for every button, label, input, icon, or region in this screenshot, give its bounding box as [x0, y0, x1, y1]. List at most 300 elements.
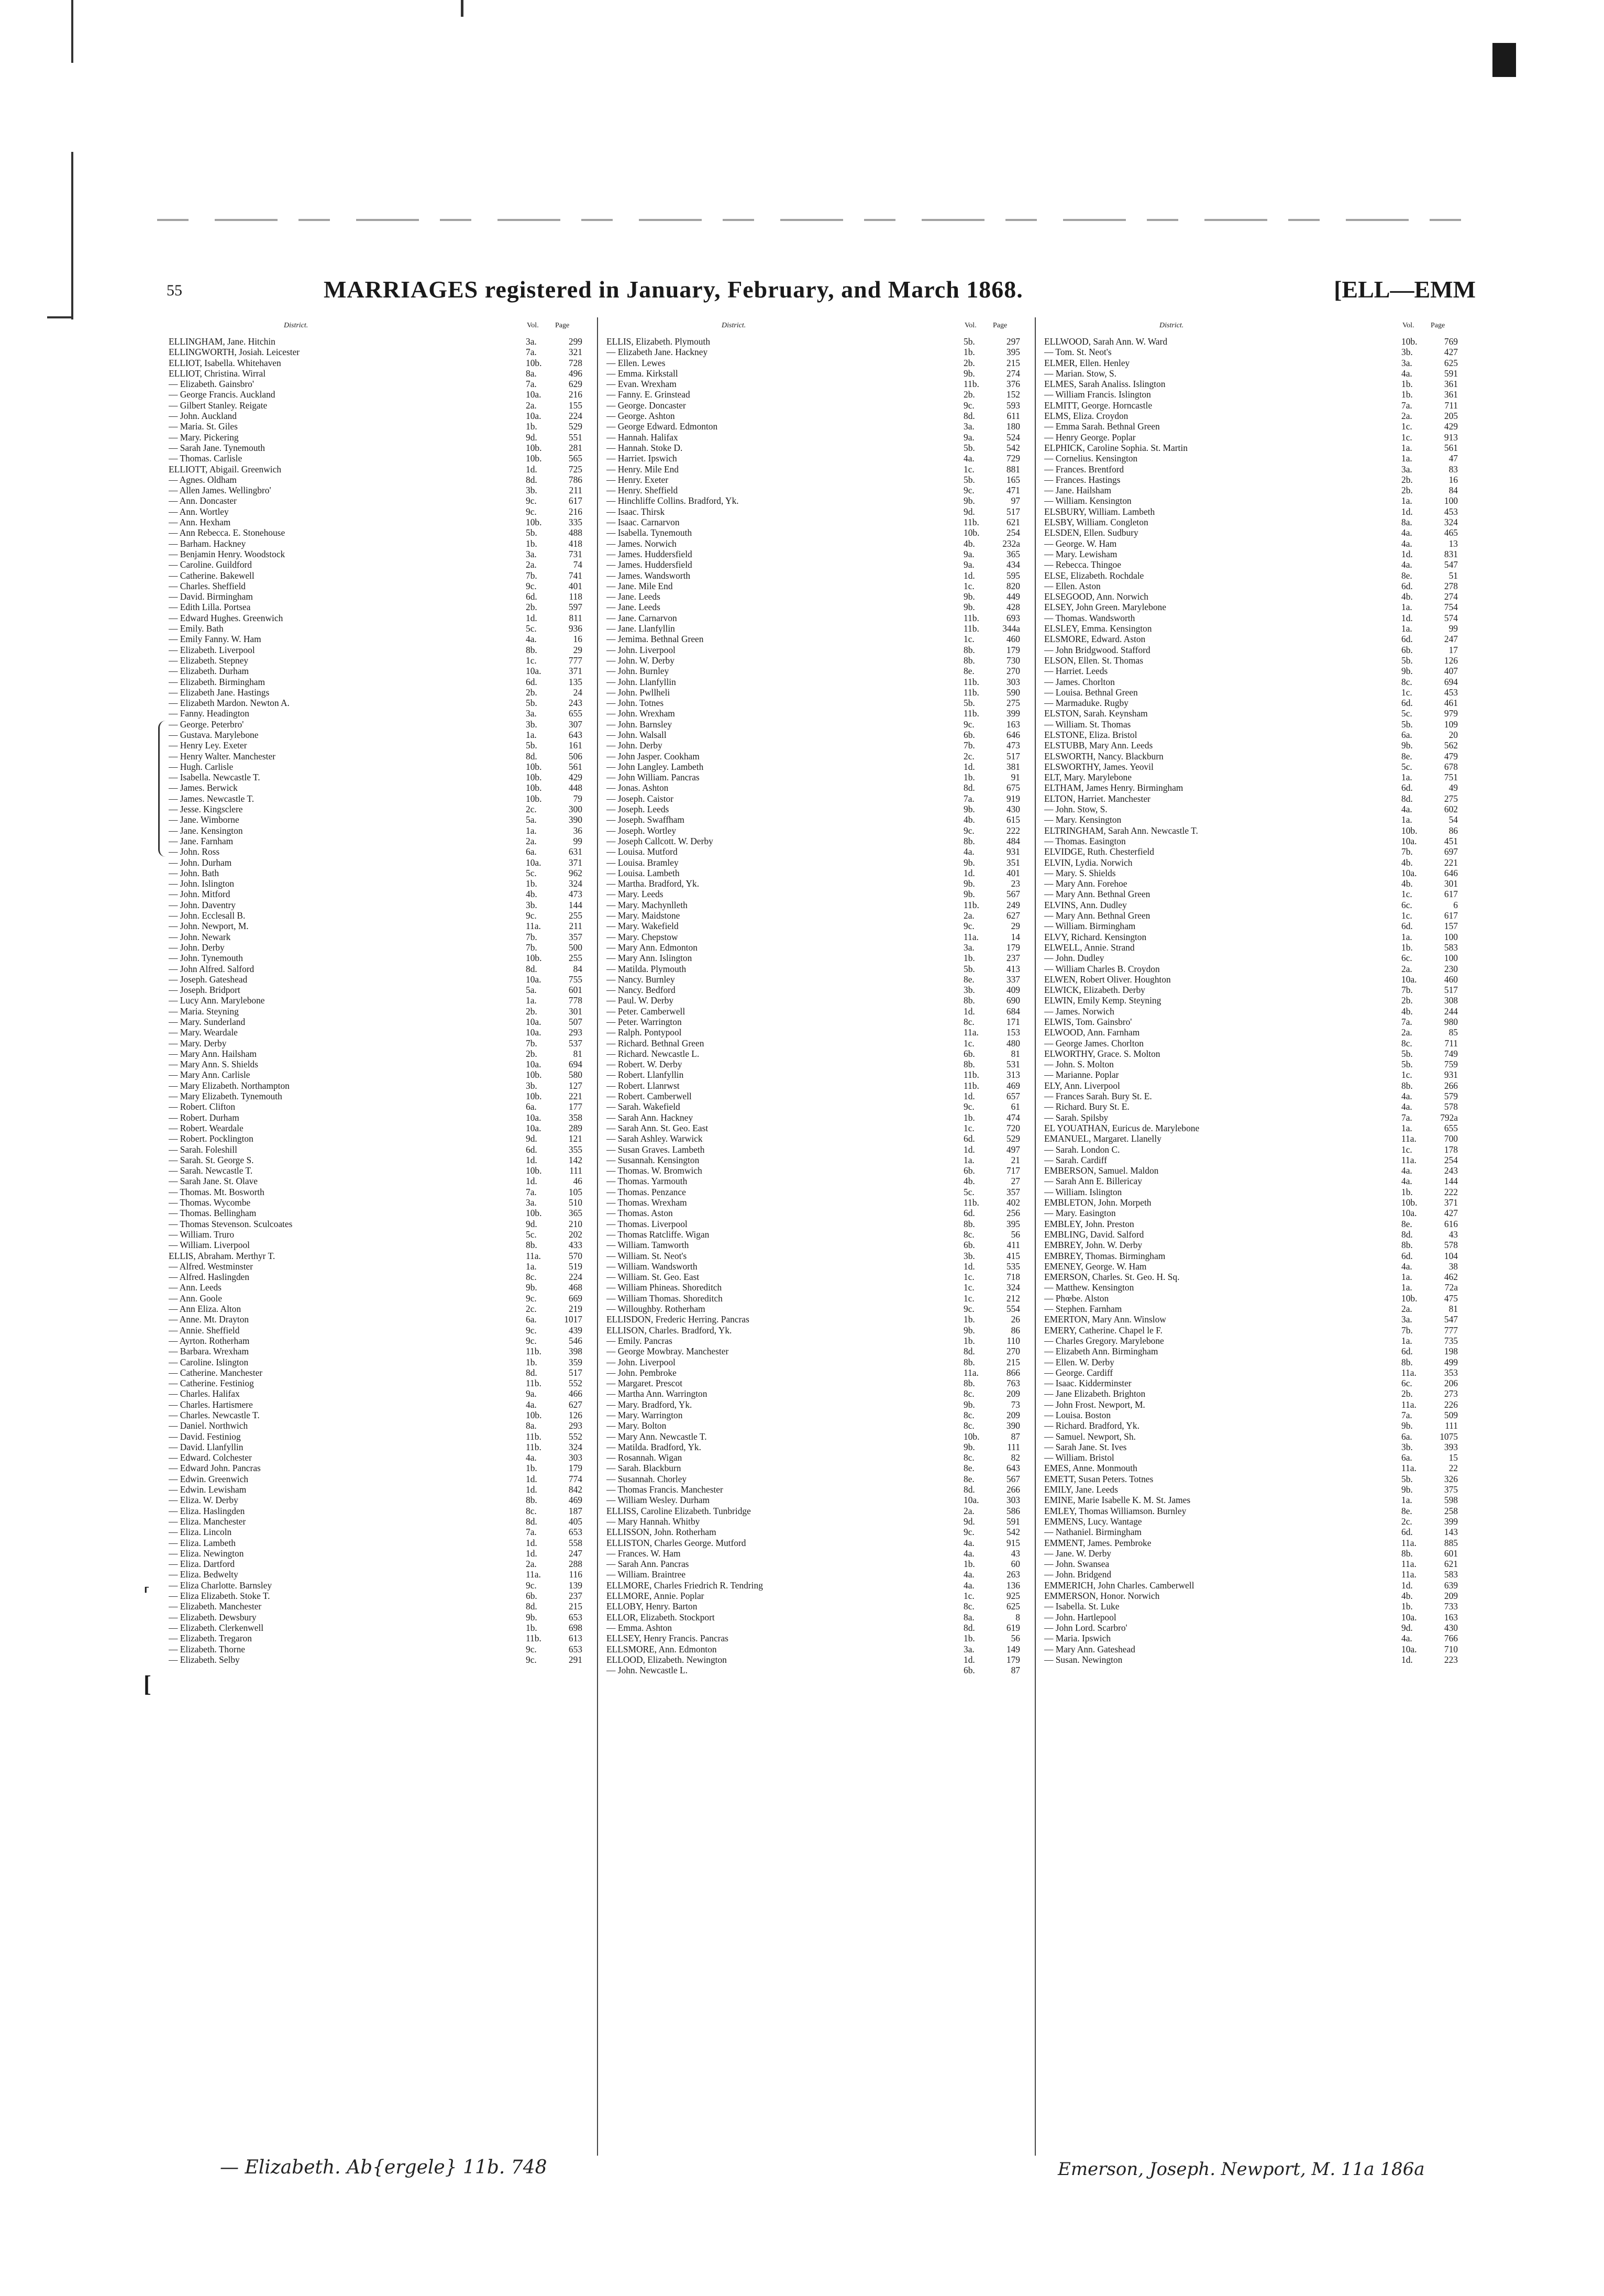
entry-name-district: — Thomas. Penzance [606, 1186, 686, 1197]
index-entry [606, 1644, 1020, 1654]
entry-page: 480 [1006, 1037, 1020, 1048]
entry-page: 567 [1006, 1473, 1020, 1484]
entry-name-district: — Sarah Ann. Hackney [606, 1112, 693, 1123]
index-entry [1044, 1506, 1458, 1516]
entry-name-district: — Jane. Wimborne [169, 814, 239, 825]
index-entry [1044, 1580, 1458, 1591]
entry-volume: 5b. [526, 698, 537, 709]
index-entry [169, 613, 582, 623]
entry-page: 469 [568, 1495, 582, 1506]
index-entry [1044, 900, 1458, 910]
entry-volume: 10b. [1401, 825, 1418, 836]
entry-volume: 9c. [964, 1101, 975, 1112]
entry-name-district: — Allen James. Wellingbro' [169, 485, 271, 496]
index-entry [1044, 1048, 1458, 1059]
entry-page: 270 [1006, 666, 1020, 677]
index-entry [606, 389, 1020, 400]
index-entry [606, 1633, 1020, 1643]
entry-name-district: EMERSON, Charles. St. Geo. H. Sq. [1044, 1272, 1180, 1283]
entry-page: 303 [1006, 676, 1020, 687]
entry-page: 16 [573, 634, 582, 645]
index-entry [606, 1144, 1020, 1155]
entry-volume: 1c. [964, 1293, 975, 1304]
entry-name-district: — James. Chorlton [1044, 676, 1115, 687]
entry-volume: 1d. [526, 1473, 537, 1484]
entry-volume: 3a. [964, 421, 975, 432]
entry-page: 43 [1448, 1229, 1458, 1240]
margin-rule [47, 316, 72, 318]
entry-name-district: — Louisa. Bethnal Green [1044, 687, 1138, 698]
entry-volume: 9b. [964, 889, 975, 900]
entry-name-district: — John. Ecclesall B. [169, 910, 246, 921]
entry-page: 149 [1006, 1643, 1020, 1654]
handwritten-bracket [158, 721, 171, 857]
index-entry [1044, 559, 1458, 570]
entry-volume: 11a. [526, 1250, 541, 1261]
entry-page: 578 [1444, 1101, 1458, 1112]
entry-name-district: — Mary. Kensington [1044, 814, 1122, 825]
entry-page: 299 [568, 336, 582, 347]
entry-page: 598 [1444, 1495, 1458, 1506]
entry-page: 351 [1006, 857, 1020, 868]
index-entry [169, 793, 582, 804]
index-entry [169, 645, 582, 655]
entry-name-district: — Charles. Sheffield [169, 580, 246, 591]
entry-page: 110 [1006, 1335, 1020, 1346]
index-entry [1044, 581, 1458, 591]
entry-name-district: — John. Walsall [606, 729, 667, 740]
entry-volume: 11b. [964, 517, 979, 528]
entry-page: 509 [1444, 1409, 1458, 1420]
entry-volume: 1a. [1401, 814, 1412, 825]
index-entry [606, 1399, 1020, 1410]
entry-name-district: ELWIN, Emily Kemp. Steyning [1044, 995, 1161, 1006]
entry-name-district: — William. Islington [1044, 1186, 1122, 1197]
entry-volume: 9c. [964, 921, 975, 932]
index-entry [169, 900, 582, 910]
entry-volume: 5b. [1401, 655, 1413, 666]
entry-volume: 7b. [1401, 846, 1413, 857]
entry-volume: 2b. [1401, 485, 1413, 496]
entry-page: 359 [568, 1356, 582, 1367]
entry-volume: 1d. [964, 1144, 975, 1155]
entry-volume: 6d. [1401, 1527, 1413, 1538]
entry-name-district: — John. Mitford [169, 889, 230, 900]
entry-name-district: — Mary. Bradford, Yk. [606, 1399, 692, 1410]
entry-volume: 9b. [964, 804, 975, 815]
entry-page: 601 [568, 985, 582, 996]
entry-volume: 3b. [1401, 1441, 1413, 1452]
entry-page: 655 [568, 708, 582, 719]
entry-name-district: — John Lord. Scarbro' [1044, 1622, 1127, 1633]
entry-volume: 1d. [964, 761, 975, 772]
entry-page: 453 [1444, 506, 1458, 517]
entry-page: 179 [1006, 1654, 1020, 1665]
entry-page: 307 [568, 719, 582, 730]
entry-name-district: — George. Cardiff [1044, 1367, 1113, 1378]
entry-volume: 9d. [964, 1516, 975, 1527]
entry-volume: 9c. [964, 400, 975, 411]
entry-page: 263 [1006, 1569, 1020, 1580]
entry-page: 222 [1444, 1186, 1458, 1197]
entry-name-district: — Eliza. Haslingden [169, 1505, 245, 1516]
index-entry [1044, 591, 1458, 602]
index-entry [169, 1591, 582, 1601]
entry-name-district: — Ann. Leeds [169, 1282, 222, 1293]
entry-volume: 8c. [964, 1601, 975, 1612]
index-entry [606, 1101, 1020, 1112]
entry-page: 777 [568, 655, 582, 666]
entry-volume: 3b. [526, 899, 537, 910]
index-entry [169, 932, 582, 942]
entry-name-district: EMINE, Marie Isabelle K. M. St. James [1044, 1495, 1191, 1506]
entry-volume: 9c. [526, 1324, 537, 1335]
index-entry [1044, 1101, 1458, 1112]
entry-name-district: — Eliza Charlotte. Barnsley [169, 1580, 272, 1591]
entry-name-district: — Mary. Easington [1044, 1208, 1116, 1219]
entry-name-district: — Richard. Bradford, Yk. [1044, 1420, 1140, 1431]
entry-page: 371 [568, 857, 582, 868]
entry-volume: 7a. [1401, 1112, 1412, 1123]
entry-name-district: ELLOR, Elizabeth. Stockport [606, 1611, 715, 1622]
entry-page: 700 [1444, 1133, 1458, 1144]
entry-page: 161 [568, 740, 582, 751]
index-entry [169, 782, 582, 793]
entry-name-district: EMETT, Susan Peters. Totnes [1044, 1473, 1154, 1484]
entry-page: 357 [568, 931, 582, 942]
entry-name-district: EL YOUATHAN, Euricus de. Marylebone [1044, 1122, 1200, 1133]
entry-page: 171 [1006, 1017, 1020, 1027]
index-entry [169, 1378, 582, 1388]
entry-name-district: — John. Liverpool [606, 644, 676, 655]
index-entry [606, 953, 1020, 963]
entry-name-district: — Marianne. Poplar [1044, 1069, 1119, 1080]
entry-page: 524 [1006, 432, 1020, 443]
entry-name-district: ELSTON, Sarah. Keynsham [1044, 708, 1148, 719]
index-entry [1044, 1314, 1458, 1324]
entry-page: 413 [1006, 963, 1020, 974]
entry-page: 1075 [1440, 1431, 1458, 1442]
entry-page: 468 [568, 1282, 582, 1293]
index-entry [1044, 1484, 1458, 1495]
entry-page: 60 [1011, 1559, 1020, 1570]
entry-page: 433 [568, 1240, 582, 1251]
handwritten-note-left: — Elizabeth. Ab{ergele} 11b. 748 [220, 2157, 547, 2178]
entry-page: 461 [1444, 698, 1458, 709]
entry-name-district: ELLWOOD, Sarah Ann. W. Ward [1044, 336, 1168, 347]
entry-page: 542 [1006, 442, 1020, 453]
index-entry [1044, 1463, 1458, 1473]
entry-page: 479 [1444, 750, 1458, 761]
entry-page: 725 [568, 463, 582, 474]
entry-name-district: — William. Birmingham [1044, 921, 1136, 932]
index-entry [169, 655, 582, 666]
entry-name-district: — Nathaniel. Birmingham [1044, 1527, 1142, 1538]
entry-name-district: — Eliza. Dartford [169, 1559, 235, 1570]
entry-page: 17 [1448, 644, 1458, 655]
entry-page: 402 [1006, 1197, 1020, 1208]
entry-name-district: — Ann. Doncaster [169, 495, 237, 506]
entry-page: 460 [1006, 634, 1020, 645]
entry-page: 979 [1444, 708, 1458, 719]
entry-page: 344a [1002, 623, 1020, 634]
entry-volume: 6b. [964, 1240, 975, 1251]
entry-page: 324 [1444, 517, 1458, 528]
entry-name-district: — Sarah. St. George S. [169, 1154, 254, 1165]
entry-name-district: — Susan Graves. Lambeth [606, 1144, 705, 1155]
entry-page: 488 [568, 527, 582, 538]
entry-name-district: ELLIOT, Isabella. Whitehaven [169, 357, 281, 368]
entry-volume: 1c. [1401, 1069, 1412, 1080]
entry-name-district: — Henry. Sheffield [606, 485, 678, 496]
index-entry [606, 400, 1020, 411]
entry-name-district: — Frances. Hastings [1044, 474, 1121, 485]
index-entry [606, 602, 1020, 612]
entry-volume: 8c. [1401, 1037, 1412, 1048]
entry-name-district: — Joseph. Leeds [606, 804, 669, 815]
entry-volume: 9b. [1401, 666, 1413, 677]
index-entry [1044, 1208, 1458, 1218]
entry-page: 288 [568, 1559, 582, 1570]
entry-page: 144 [1444, 1176, 1458, 1187]
entry-volume: 2b. [964, 357, 975, 368]
entry-page: 621 [1006, 517, 1020, 528]
index-entry [1044, 740, 1458, 750]
index-entry [1044, 421, 1458, 432]
index-entry [169, 411, 582, 421]
entry-page: 561 [568, 761, 582, 772]
entry-name-district: ELLISTON, Charles George. Mutford [606, 1537, 746, 1548]
entry-volume: 9b. [964, 495, 975, 506]
entry-page: 321 [568, 347, 582, 358]
index-entry [606, 1516, 1020, 1527]
index-entry [169, 1165, 582, 1176]
entry-name-district: — Elizabeth. Selby [169, 1654, 240, 1665]
entry-page: 152 [1006, 389, 1020, 400]
entry-volume: 9b. [964, 602, 975, 613]
entry-name-district: ELSWORTHY, James. Yeovil [1044, 761, 1154, 772]
entry-page: 811 [569, 612, 582, 623]
entry-name-district: — William Thomas. Shoreditch [606, 1293, 723, 1304]
entry-page: 255 [568, 953, 582, 964]
index-entry [1044, 1027, 1458, 1037]
entry-name-district: — Isabella. Newcastle T. [169, 772, 260, 783]
entry-page: 430 [1006, 804, 1020, 815]
entry-name-district: ELLIOT, Christina. Wirral [169, 368, 266, 379]
index-entry [606, 740, 1020, 750]
entry-volume: 1b. [964, 1335, 975, 1346]
entry-page: 510 [568, 1197, 582, 1208]
entry-volume: 2a. [964, 910, 975, 921]
entry-page: 613 [568, 1633, 582, 1644]
entry-volume: 11a. [1401, 1569, 1417, 1580]
index-entry [606, 464, 1020, 474]
entry-name-district: — Emily. Pancras [606, 1335, 672, 1346]
entry-page: 256 [1006, 1208, 1020, 1219]
entry-volume: 1c. [964, 580, 975, 591]
entry-volume: 9a. [964, 432, 975, 443]
index-entry [606, 782, 1020, 793]
index-entry [1044, 782, 1458, 793]
entry-volume: 9c. [526, 1643, 537, 1654]
entry-page: 81 [573, 1048, 582, 1059]
index-entry [606, 1293, 1020, 1304]
index-entry [169, 719, 582, 730]
entry-page: 81 [1011, 1048, 1020, 1059]
entry-page: 655 [1444, 1122, 1458, 1133]
entry-page: 731 [568, 548, 582, 559]
index-entry [606, 666, 1020, 676]
entry-volume: 10a. [526, 411, 541, 422]
entry-name-district: — Matilda. Bradford, Yk. [606, 1441, 701, 1452]
index-entry [1044, 1388, 1458, 1399]
entry-name-district: — Frances. Brentford [1044, 463, 1124, 474]
entry-volume: 10a. [1401, 974, 1417, 985]
entry-page: 179 [1006, 942, 1020, 953]
entry-volume: 6c. [1401, 899, 1412, 910]
entry-page: 398 [568, 1346, 582, 1357]
index-entry [169, 1410, 582, 1420]
index-entry [1044, 1112, 1458, 1123]
index-entry [606, 761, 1020, 772]
entry-page: 210 [568, 1218, 582, 1229]
index-entry [606, 1442, 1020, 1452]
entry-volume: 1d. [526, 1484, 537, 1495]
index-entry [606, 974, 1020, 985]
index-entry [169, 1346, 582, 1356]
index-entry [169, 1399, 582, 1410]
entry-name-district: — Jane. W. Derby [1044, 1548, 1111, 1559]
entry-name-district: — Barham. Hackney [169, 538, 246, 549]
entry-volume: 10b. [526, 1069, 542, 1080]
entry-volume: 8d. [526, 750, 537, 761]
index-entry [1044, 825, 1458, 836]
entry-name-district: — Elizabeth Ann. Birmingham [1044, 1346, 1158, 1357]
entry-volume: 2a. [526, 1559, 537, 1570]
index-entry [169, 1601, 582, 1611]
entry-page: 418 [568, 538, 582, 549]
entry-page: 591 [1444, 368, 1458, 379]
entry-name-district: ELMITT, George. Horncastle [1044, 400, 1153, 411]
entry-name-district: EMILY, Jane. Leeds [1044, 1484, 1118, 1495]
entry-page: 611 [1006, 411, 1020, 422]
entry-volume: 2b. [526, 602, 537, 613]
entry-volume: 1b. [526, 878, 537, 889]
entry-name-district: — Charles. Newcastle T. [169, 1409, 260, 1420]
index-entry [606, 411, 1020, 421]
entry-page: 353 [1444, 1367, 1458, 1378]
entry-name-district: — Joseph. Bridport [169, 985, 240, 996]
index-entry [606, 570, 1020, 581]
entry-volume: 4a. [1401, 1633, 1412, 1644]
entry-page: 583 [1444, 942, 1458, 953]
entry-name-district: — Emma. Kirkstall [606, 368, 678, 379]
entry-page: 99 [1448, 623, 1458, 634]
entry-name-district: — Hannah. Halifax [606, 432, 678, 443]
entry-volume: 9c. [526, 910, 537, 921]
entry-name-district: — George. W. Ham [1044, 538, 1117, 549]
index-entry [1044, 761, 1458, 772]
entry-page: 100 [1444, 931, 1458, 942]
entry-page: 221 [1444, 857, 1458, 868]
entry-name-district: — Sarah Ashley. Warwick [606, 1133, 703, 1144]
entry-page: 453 [1444, 687, 1458, 698]
entry-volume: 2a. [1401, 1304, 1412, 1315]
index-entry [169, 1548, 582, 1559]
index-entry [606, 1474, 1020, 1484]
entry-volume: 8a. [526, 1420, 537, 1431]
entry-name-district: ELTRINGHAM, Sarah Ann. Newcastle T. [1044, 825, 1198, 836]
entry-page: 23 [1011, 878, 1020, 889]
entry-volume: 8c. [964, 1452, 975, 1463]
entry-page: 962 [568, 867, 582, 878]
entry-page: 237 [1006, 953, 1020, 964]
entry-page: 376 [1006, 379, 1020, 390]
index-entry [606, 1038, 1020, 1048]
entry-volume: 4b. [1401, 591, 1413, 602]
entry-volume: 8e. [964, 666, 975, 677]
index-entry [1044, 804, 1458, 814]
index-entry [169, 1006, 582, 1017]
entry-page: 21 [1011, 1154, 1020, 1165]
entry-name-district: ELSTUBB, Mary Ann. Leeds [1044, 740, 1153, 751]
entry-name-district: — Elizabeth. Thorne [169, 1643, 246, 1654]
column-header [1044, 318, 1458, 336]
entry-volume: 8d. [526, 1367, 537, 1378]
index-entry [606, 655, 1020, 666]
entry-name-district: — John. Pwllheli [606, 687, 670, 698]
index-entry [169, 985, 582, 995]
entry-page: 300 [568, 804, 582, 815]
entry-volume: 2b. [526, 1048, 537, 1059]
entry-volume: 10a. [964, 1495, 979, 1506]
entry-page: 766 [1444, 1633, 1458, 1644]
entry-page: 8 [1015, 1611, 1020, 1622]
index-entry [606, 538, 1020, 549]
entry-volume: 8c. [964, 1388, 975, 1399]
entry-page: 365 [1006, 548, 1020, 559]
entry-name-district: — Frances Sarah. Bury St. E. [1044, 1091, 1152, 1102]
index-entry [1044, 1527, 1458, 1537]
entry-name-district: — Isaac. Thirsk [606, 506, 665, 517]
entry-page: 690 [1006, 995, 1020, 1006]
entry-volume: 3a. [964, 1643, 975, 1654]
index-entry [169, 527, 582, 538]
entry-page: 931 [1444, 1069, 1458, 1080]
entry-name-district: — Henry. Exeter [606, 474, 669, 485]
index-entry [606, 613, 1020, 623]
index-column-3 [1044, 318, 1458, 2157]
entry-page: 451 [1444, 835, 1458, 846]
entry-page: 116 [569, 1569, 582, 1580]
index-entry [169, 1272, 582, 1282]
entry-name-district: — Maria. Ipswich [1044, 1633, 1111, 1644]
index-entry [606, 1229, 1020, 1240]
entry-page: 198 [1444, 1346, 1458, 1357]
entry-volume: 1d. [526, 463, 537, 474]
entry-name-district: — Eliza. W. Derby [169, 1495, 238, 1506]
entry-page: 551 [568, 432, 582, 443]
entry-page: 390 [568, 814, 582, 825]
entry-page: 215 [1006, 1356, 1020, 1367]
index-entry [1044, 495, 1458, 506]
entry-page: 619 [1006, 1622, 1020, 1633]
entry-name-district: — Elizabeth Jane. Hastings [169, 687, 270, 698]
entry-volume: 10a. [526, 857, 541, 868]
entry-name-district: — Sarah Ann E. Billericay [1044, 1176, 1142, 1187]
entry-name-district: — George Edward. Edmonton [606, 421, 718, 432]
index-entry [169, 1314, 582, 1324]
